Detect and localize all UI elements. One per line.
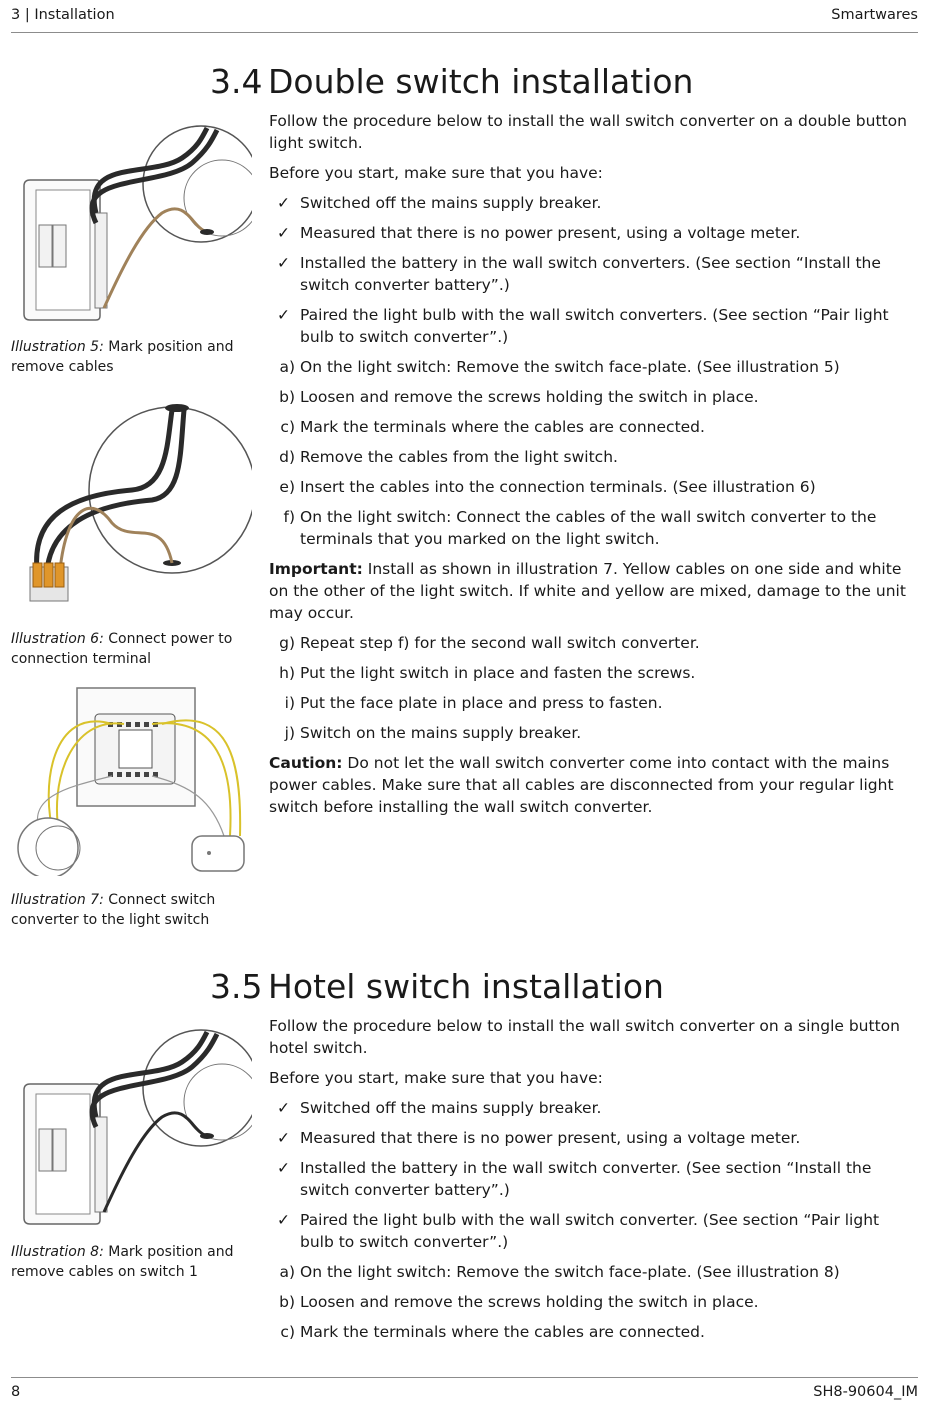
step-item: [269, 476, 913, 498]
step-item: [269, 506, 913, 550]
caution-note: [269, 752, 913, 818]
checklist-item: [269, 252, 913, 296]
step-text: Repeat step f) for the second wall switch converter.: [300, 634, 700, 652]
important-note: [269, 558, 913, 624]
step-item: [269, 416, 913, 438]
illustration-5-caption: [11, 337, 251, 377]
page-header: [11, 0, 918, 33]
check-icon: ✓: [277, 1211, 290, 1229]
caution-label: Caution:: [269, 754, 343, 772]
checklist-text: Measured that there is no power present, using a voltage meter.: [300, 224, 801, 242]
step-text: Loosen and remove the screws holding the switch in place.: [300, 1293, 759, 1311]
intro-text: Follow the procedure below to install the wall switch converter on a double button light switch.: [269, 112, 907, 152]
caption-label: Illustration 6:: [11, 631, 104, 647]
step-letter: f): [283, 508, 295, 526]
checklist-item: [269, 1127, 913, 1149]
caption-label: Illustration 5:: [11, 339, 104, 355]
checklist-text: Switched off the mains supply breaker.: [300, 1099, 602, 1117]
step-letter: c): [280, 418, 295, 436]
illustration-8-image: [12, 1022, 252, 1227]
check-icon: ✓: [277, 254, 290, 272]
step-item: [269, 662, 913, 684]
step-letter: j): [284, 724, 295, 742]
step-letter: d): [279, 448, 295, 466]
important-label: Important:: [269, 560, 363, 578]
caption-text: Connect switch converter to the light switch: [11, 892, 216, 928]
before-text: Before you start, make sure that you have:: [269, 1069, 603, 1087]
check-icon: ✓: [277, 1129, 290, 1147]
step-letter: b): [279, 1293, 295, 1311]
step-text: Put the light switch in place and fasten the screws.: [300, 664, 696, 682]
checklist-text: Paired the light bulb with the wall switch converter. (See section “Pair light bulb to switch converter”.): [300, 1211, 880, 1251]
step-text: Mark the terminals where the cables are connected.: [300, 418, 705, 436]
checklist-text: Paired the light bulb with the wall switch converters. (See section “Pair light bulb to switch converter”.): [300, 306, 889, 346]
page-number: 8: [11, 1384, 21, 1400]
checklist-item: [269, 1097, 913, 1119]
caution-text: Do not let the wall switch converter come into contact with the mains power cables. Make sure that all cables are disconnected from your regular light switch before installing the wall switch converter.: [269, 754, 894, 816]
section-heading-3-4: [210, 62, 693, 102]
step-text: On the light switch: Remove the switch face-plate. (See illustration 5): [300, 358, 840, 376]
important-text: Install as shown in illustration 7. Yellow cables on one side and white on the other of the light switch. If white and yellow are mixed, damage to the unit may occur.: [269, 560, 906, 622]
step-item: [269, 1321, 913, 1343]
step-item: [269, 446, 913, 468]
section-3-5-body: [269, 1015, 913, 1351]
section-number: 3.4: [210, 62, 263, 101]
step-letter: i): [284, 694, 295, 712]
header-brand: Smartwares: [831, 7, 918, 23]
checklist-item: [269, 222, 913, 244]
section-title: Hotel switch installation: [268, 967, 664, 1006]
step-item: [269, 356, 913, 378]
step-letter: h): [279, 664, 295, 682]
step-item: [269, 632, 913, 654]
step-letter: a): [279, 1263, 295, 1281]
caption-label: Illustration 8:: [11, 1244, 104, 1260]
step-item: [269, 722, 913, 744]
step-text: On the light switch: Remove the switch face-plate. (See illustration 8): [300, 1263, 840, 1281]
illustration-6-image: [12, 395, 252, 605]
step-text: On the light switch: Connect the cables of the wall switch converter to the terminals that you marked on the light switch.: [300, 508, 877, 548]
step-item: [269, 1261, 913, 1283]
step-text: Loosen and remove the screws holding the switch in place.: [300, 388, 759, 406]
checklist-item: [269, 192, 913, 214]
check-icon: ✓: [277, 224, 290, 242]
illustration-7-caption: [11, 890, 251, 930]
step-item: [269, 1291, 913, 1313]
document-code: SH8-90604_IM: [813, 1384, 918, 1400]
section-title: Double switch installation: [268, 62, 694, 101]
checklist-text: Measured that there is no power present, using a voltage meter.: [300, 1129, 801, 1147]
check-icon: ✓: [277, 1099, 290, 1117]
checklist-item: [269, 1157, 913, 1201]
section-heading-3-5: [210, 967, 664, 1007]
step-text: Switch on the mains supply breaker.: [300, 724, 582, 742]
check-icon: ✓: [277, 1159, 290, 1177]
step-text: Mark the terminals where the cables are connected.: [300, 1323, 705, 1341]
step-item: [269, 692, 913, 714]
caption-label: Illustration 7:: [11, 892, 104, 908]
step-letter: g): [279, 634, 295, 652]
step-letter: a): [279, 358, 295, 376]
check-icon: ✓: [277, 194, 290, 212]
step-item: [269, 386, 913, 408]
checklist-item: [269, 304, 913, 348]
illustration-6-caption: [11, 629, 251, 669]
before-text: Before you start, make sure that you have:: [269, 164, 603, 182]
checklist-text: Switched off the mains supply breaker.: [300, 194, 602, 212]
step-text: Insert the cables into the connection terminals. (See illustration 6): [300, 478, 816, 496]
illustration-7-image: [12, 686, 252, 876]
header-chapter: 3 | Installation: [11, 7, 115, 23]
illustration-8-caption: [11, 1242, 251, 1282]
step-text: Remove the cables from the light switch.: [300, 448, 618, 466]
checklist-text: Installed the battery in the wall switch converter. (See section “Install the switch converter battery”.): [300, 1159, 872, 1199]
section-3-4-body: [269, 110, 913, 826]
step-letter: c): [280, 1323, 295, 1341]
checklist-text: Installed the battery in the wall switch converters. (See section “Install the switch converter battery”.): [300, 254, 881, 294]
caption-text: Mark position and remove cables on switch 1: [11, 1244, 234, 1280]
page-footer: [11, 1377, 918, 1404]
section-number: 3.5: [210, 967, 263, 1006]
caption-text: Connect power to connection terminal: [11, 631, 233, 667]
caption-text: Mark position and remove cables: [11, 339, 234, 375]
step-letter: e): [279, 478, 295, 496]
checklist-item: [269, 1209, 913, 1253]
step-letter: b): [279, 388, 295, 406]
intro-text: Follow the procedure below to install the wall switch converter on a single button hotel switch.: [269, 1017, 900, 1057]
step-text: Put the face plate in place and press to fasten.: [300, 694, 663, 712]
check-icon: ✓: [277, 306, 290, 324]
illustration-5-image: [12, 118, 252, 323]
